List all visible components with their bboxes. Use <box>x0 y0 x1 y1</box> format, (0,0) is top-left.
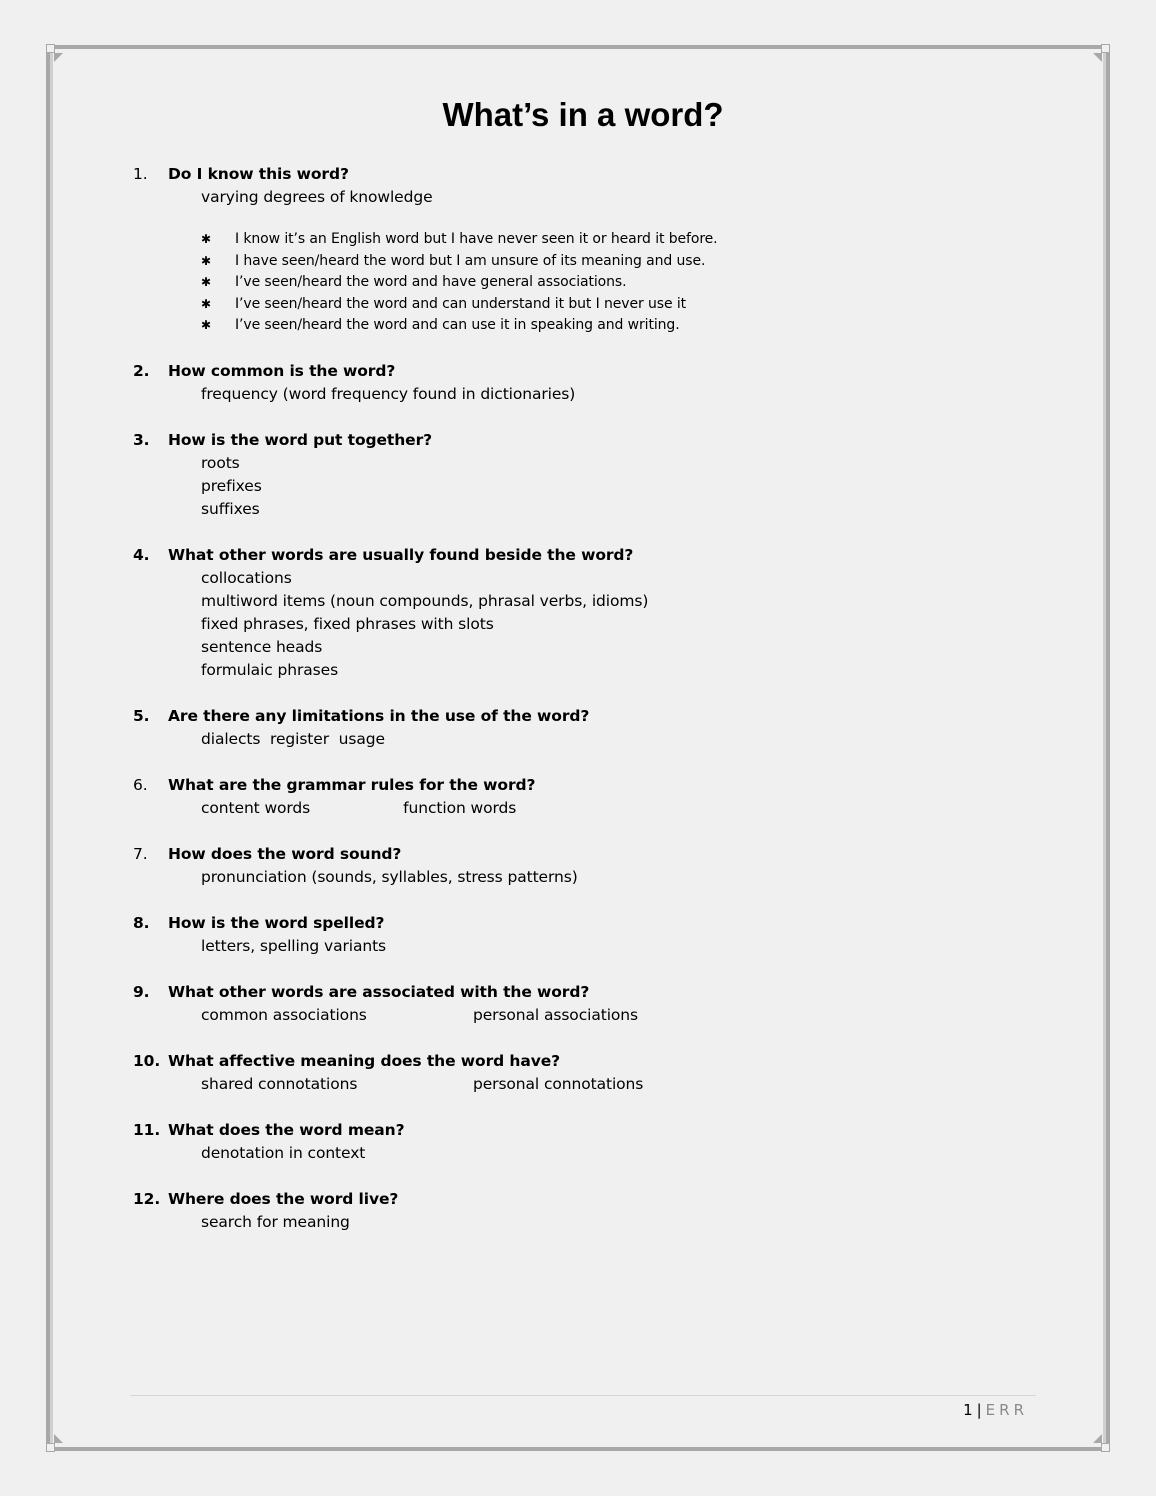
list-item <box>133 1050 1013 1096</box>
bullet-text: I’ve seen/heard the word and have general associations. <box>235 274 627 290</box>
bullet-item <box>201 294 1013 316</box>
item-detail: fixed phrases, fixed phrases with slots <box>201 614 494 633</box>
item-detail: pronunciation (sounds, syllables, stress patterns) <box>201 867 578 886</box>
bullet-text: I’ve seen/heard the word and can use it in speaking and writing. <box>235 317 680 333</box>
item-detail: personal connotations <box>473 1074 644 1093</box>
item-number: 8. <box>133 913 150 932</box>
corner-notch <box>1101 44 1110 53</box>
item-heading: Where does the word live? <box>168 1189 399 1208</box>
item-number: 7. <box>133 844 148 863</box>
list-item <box>133 705 1013 751</box>
item-number: 1. <box>133 165 148 183</box>
bullet-text: I know it’s an English word but I have never seen it or heard it before. <box>235 231 718 247</box>
bullet-text: I have seen/heard the word but I am unsure of its meaning and use. <box>235 252 706 269</box>
bullet-item <box>201 272 1013 294</box>
item-heading: How does the word sound? <box>168 844 402 863</box>
corner-notch <box>1101 1443 1110 1452</box>
item-number: 2. <box>133 361 150 380</box>
item-detail: sentence heads <box>201 637 323 656</box>
item-detail: search for meaning <box>201 1212 350 1231</box>
item-detail: dialects register usage <box>201 729 385 748</box>
question-list <box>133 163 1013 1257</box>
item-heading: What other words are associated with the word? <box>168 982 590 1001</box>
item-detail: formulaic phrases <box>201 660 339 679</box>
item-number: 3. <box>133 430 150 449</box>
item-detail: function words <box>403 798 517 817</box>
corner-notch <box>46 1443 55 1452</box>
item-number: 9. <box>133 982 150 1001</box>
corner-ornament <box>54 53 63 62</box>
item-heading: What does the word mean? <box>168 1120 405 1139</box>
item-heading: What are the grammar rules for the word? <box>168 775 536 794</box>
item-detail: shared connotations <box>201 1074 358 1093</box>
item-heading: How is the word spelled? <box>168 913 385 932</box>
footer-label: ERR <box>985 1401 1028 1419</box>
item-detail: roots <box>201 453 240 472</box>
item-number: 4. <box>133 545 150 564</box>
corner-ornament <box>1093 1434 1102 1443</box>
corner-notch <box>46 44 55 53</box>
item-number: 11. <box>133 1120 161 1139</box>
item-detail: collocations <box>201 568 292 587</box>
item-heading: What other words are usually found beside the word? <box>168 545 634 564</box>
asterisk-bullet-icon: ✱ <box>201 232 211 246</box>
list-item <box>133 163 1013 337</box>
list-item <box>133 360 1013 406</box>
item-detail: suffixes <box>201 499 260 518</box>
item-detail: personal associations <box>473 1005 638 1024</box>
bullet-item <box>201 315 1013 337</box>
corner-ornament <box>1093 53 1102 62</box>
asterisk-bullet-icon: ✱ <box>201 253 211 268</box>
item-number: 10. <box>133 1051 161 1070</box>
asterisk-bullet-icon: ✱ <box>201 275 211 289</box>
bullet-item <box>201 251 1013 273</box>
item-detail: prefixes <box>201 476 262 495</box>
item-heading: Do I know this word? <box>168 165 349 183</box>
item-number: 12. <box>133 1189 161 1208</box>
item-detail: content words <box>201 798 311 817</box>
item-heading: What affective meaning does the word have? <box>168 1051 561 1070</box>
list-item <box>133 1188 1013 1234</box>
asterisk-bullet-icon: ✱ <box>201 318 211 332</box>
list-item <box>133 912 1013 958</box>
item-number: 6. <box>133 775 148 794</box>
knowledge-bullet-list <box>133 229 1013 337</box>
footer-separator: | <box>976 1401 982 1419</box>
item-detail: common associations <box>201 1005 367 1024</box>
list-item <box>133 429 1013 521</box>
page-title: What’s in a word? <box>442 96 724 133</box>
item-detail: letters, spelling variants <box>201 936 387 955</box>
item-heading: How common is the word? <box>168 361 396 380</box>
list-item <box>133 774 1013 820</box>
item-heading: How is the word put together? <box>168 430 433 449</box>
item-detail: frequency (word frequency found in dictionaries) <box>201 384 576 403</box>
list-item <box>133 1119 1013 1165</box>
item-number: 5. <box>133 706 150 725</box>
item-detail: multiword items (noun compounds, phrasal verbs, idioms) <box>201 591 649 610</box>
item-detail: denotation in context <box>201 1143 366 1162</box>
item-detail: varying degrees of knowledge <box>201 188 433 206</box>
page-footer <box>963 1399 1028 1421</box>
asterisk-bullet-icon: ✱ <box>201 296 211 311</box>
bullet-text: I’ve seen/heard the word and can understand it but I never use it <box>235 295 687 312</box>
footer-divider <box>130 1395 1036 1396</box>
corner-ornament <box>54 1434 63 1443</box>
list-item <box>133 544 1013 682</box>
bullet-item <box>201 229 1013 251</box>
list-item <box>133 981 1013 1027</box>
list-item <box>133 843 1013 889</box>
page-number: 1 <box>963 1401 973 1419</box>
item-heading: Are there any limitations in the use of the word? <box>168 706 590 725</box>
